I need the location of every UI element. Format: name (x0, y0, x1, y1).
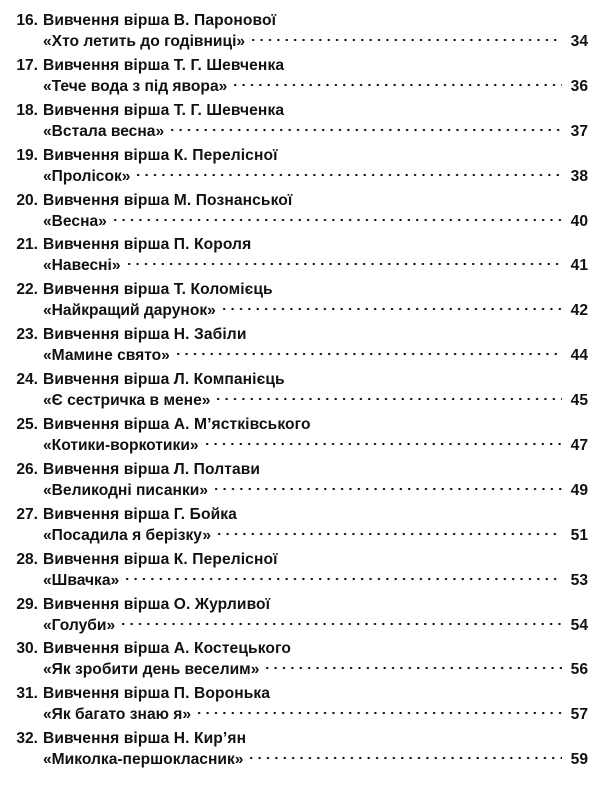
toc-entry-number: 24. (16, 371, 38, 389)
toc-entry-subtitle: «Мамине свято» (43, 347, 170, 365)
toc-entry-number: 16. (16, 12, 38, 29)
toc-entry-page-number[interactable]: 57 (570, 706, 588, 724)
toc-entry-number: 18. (16, 101, 38, 119)
toc-entry-page-number[interactable]: 36 (570, 77, 588, 95)
dot-leader (214, 396, 562, 402)
toc-entry-subtitle: «Котики-воркотики» (43, 437, 199, 455)
toc-entry-page-number[interactable]: 38 (570, 167, 588, 185)
toc-entry-subtitle-line (14, 615, 588, 636)
toc-entry-heading: Вивчення вірша Л. Компанієць (43, 371, 285, 389)
toc-entry-heading: Вивчення вірша Т. Г. Шевченка (43, 101, 285, 119)
toc-entry-number: 27. (16, 505, 38, 523)
toc-entry-heading: Вивчення вірша А. М’ястківського (43, 416, 311, 434)
toc-entry-page-number[interactable]: 47 (570, 437, 588, 455)
toc-entry-page-number[interactable]: 53 (570, 571, 588, 589)
toc-entry[interactable] (14, 324, 588, 369)
dot-leader (247, 755, 562, 761)
dot-leader (168, 127, 562, 133)
toc-entry-heading: Вивчення вірша Л. Полтави (43, 460, 261, 478)
toc-entry-subtitle: «Голуби» (43, 616, 116, 634)
toc-entry-heading: Вивчення вірша П. Короля (43, 236, 252, 254)
toc-entry-number: 17. (16, 56, 38, 74)
toc-entry-page-number[interactable]: 40 (570, 212, 588, 230)
toc-entry-heading-line (14, 100, 588, 121)
toc-entry-page-number[interactable]: 56 (570, 661, 588, 679)
dot-leader (249, 37, 562, 43)
toc-entry[interactable] (14, 369, 588, 414)
toc-entry-heading: Вивчення вірша А. Костецького (43, 640, 292, 658)
toc-entry-heading: Вивчення вірша Т. Коломієць (43, 281, 273, 299)
toc-entry-heading: Вивчення вірша О. Журливої (43, 595, 271, 613)
toc-entry-subtitle: «Миколка-першокласник» (43, 751, 244, 769)
toc-entry[interactable] (14, 414, 588, 459)
toc-entry-number: 21. (16, 236, 38, 254)
dot-leader (111, 217, 562, 223)
toc-entry-subtitle-line (14, 525, 588, 546)
toc-entry-subtitle-line (14, 121, 588, 142)
toc-entry-subtitle: «Хто летить до годівниці» (43, 33, 246, 50)
toc-entry-page-number[interactable]: 49 (570, 481, 588, 499)
toc-entry-subtitle: «Як зробити день веселим» (43, 661, 260, 679)
toc-entry-heading-line (14, 414, 588, 435)
toc-entry-heading-line (14, 10, 588, 31)
toc-entry-heading-line (14, 549, 588, 570)
toc-entry-subtitle-line (14, 749, 588, 770)
dot-leader (231, 82, 562, 88)
toc-entry-heading-line (14, 594, 588, 615)
dot-leader (174, 351, 562, 357)
toc-entry-heading: Вивчення вірша Т. Г. Шевченка (43, 56, 285, 74)
toc-entry[interactable] (14, 683, 588, 728)
toc-entry-page-number[interactable]: 34 (570, 33, 588, 50)
toc-entry[interactable] (14, 594, 588, 639)
dot-leader (212, 486, 562, 492)
toc-entry-heading-line (14, 55, 588, 76)
toc-entry-number: 19. (16, 146, 38, 164)
toc-entry-subtitle-line (14, 659, 588, 680)
toc-entry-subtitle: «Весна» (43, 212, 107, 230)
dot-leader (263, 665, 562, 671)
toc-entry-number: 28. (16, 550, 38, 568)
toc-entry-page-number[interactable]: 54 (570, 616, 588, 634)
toc-entry-number: 30. (16, 640, 38, 658)
toc-entry-subtitle: «Навесні» (43, 257, 121, 275)
toc-entry-heading-line (14, 504, 588, 525)
toc-entry-subtitle: «Є сестричка в мене» (43, 392, 211, 410)
toc-entry-subtitle: «Як багато знаю я» (43, 706, 192, 724)
toc-entry-page-number[interactable]: 45 (570, 392, 588, 410)
toc-entry[interactable] (14, 504, 588, 549)
toc-entry-number: 20. (16, 191, 38, 209)
toc-entry-page-number[interactable]: 41 (570, 257, 588, 275)
table-of-contents (14, 10, 588, 773)
toc-entry-heading: Вивчення вірша К. Перелісної (43, 550, 278, 568)
toc-entry[interactable] (14, 279, 588, 324)
toc-entry-subtitle: «Найкращий дарунок» (43, 302, 216, 320)
toc-entry-page-number[interactable]: 51 (570, 526, 588, 544)
toc-entry-subtitle-line (14, 345, 588, 366)
toc-entry[interactable] (14, 728, 588, 773)
toc-entry-subtitle-line (14, 704, 588, 725)
toc-entry-subtitle-line (14, 166, 588, 187)
toc-entry[interactable] (14, 459, 588, 504)
dot-leader (220, 306, 562, 312)
toc-entry-heading: Вивчення вірша М. Познанської (43, 191, 293, 209)
toc-entry-heading: Вивчення вірша Н. Кир’ян (43, 730, 247, 748)
toc-entry-number: 32. (16, 730, 38, 748)
toc-entry-subtitle: «Встала весна» (43, 122, 165, 140)
toc-entry-heading: Вивчення вірша К. Перелісної (43, 146, 278, 164)
toc-entry-subtitle: «Пролісок» (43, 167, 131, 185)
toc-entry-number: 26. (16, 460, 38, 478)
toc-entry-heading-line (14, 145, 588, 166)
toc-entry-heading-line (14, 459, 588, 480)
toc-entry-heading-line (14, 279, 588, 300)
toc-entry-subtitle-line (14, 76, 588, 97)
dot-leader (195, 710, 562, 716)
toc-entry-number: 25. (16, 416, 38, 434)
toc-entry-heading-line (14, 683, 588, 704)
toc-entry-subtitle: «Посадила я берізку» (43, 526, 212, 544)
toc-entry-subtitle: «Тече вода з під явора» (43, 77, 228, 95)
toc-entry-subtitle: «Великодні писанки» (43, 481, 209, 499)
toc-entry-subtitle-line (14, 435, 588, 456)
toc-entry-subtitle-line (14, 480, 588, 501)
dot-leader (215, 531, 562, 537)
dot-leader (125, 261, 562, 267)
toc-entry-heading: Вивчення вірша В. Паронової (43, 12, 277, 29)
toc-entry-heading: Вивчення вірша Г. Бойка (43, 505, 237, 523)
toc-entry-page-number[interactable]: 37 (570, 122, 588, 140)
toc-entry-heading-line (14, 638, 588, 659)
toc-entry-heading-line (14, 190, 588, 211)
toc-entry-subtitle: «Швачка» (43, 571, 120, 589)
dot-leader (134, 172, 562, 178)
toc-entry[interactable] (14, 549, 588, 594)
toc-entry[interactable] (14, 10, 588, 55)
dot-leader (119, 621, 562, 627)
toc-entry-heading: Вивчення вірша П. Воронька (43, 685, 271, 703)
toc-entry-page-number[interactable]: 44 (570, 347, 588, 365)
dot-leader (123, 576, 562, 582)
toc-entry-number: 23. (16, 326, 38, 344)
toc-entry-page-number[interactable]: 42 (570, 302, 588, 320)
toc-entry-subtitle-line (14, 570, 588, 591)
toc-entry[interactable] (14, 234, 588, 279)
toc-entry-subtitle-line (14, 255, 588, 276)
toc-entry-subtitle-line (14, 300, 588, 321)
toc-entry-heading-line (14, 234, 588, 255)
toc-entry-number: 22. (16, 281, 38, 299)
toc-entry[interactable] (14, 100, 588, 145)
toc-entry[interactable] (14, 55, 588, 100)
dot-leader (203, 441, 562, 447)
toc-entry-subtitle-line (14, 31, 588, 52)
toc-entry-heading-line (14, 728, 588, 749)
toc-entry-heading: Вивчення вірша Н. Забіли (43, 326, 247, 344)
toc-entry[interactable] (14, 638, 588, 683)
toc-entry[interactable] (14, 145, 588, 190)
toc-entry-number: 31. (16, 685, 38, 703)
toc-entry-subtitle-line (14, 390, 588, 411)
toc-entry-page-number[interactable]: 59 (570, 751, 588, 769)
toc-entry-heading-line (14, 324, 588, 345)
toc-entry-heading-line (14, 369, 588, 390)
toc-entry[interactable] (14, 190, 588, 235)
toc-entry-subtitle-line (14, 211, 588, 232)
toc-entry-number: 29. (16, 595, 38, 613)
